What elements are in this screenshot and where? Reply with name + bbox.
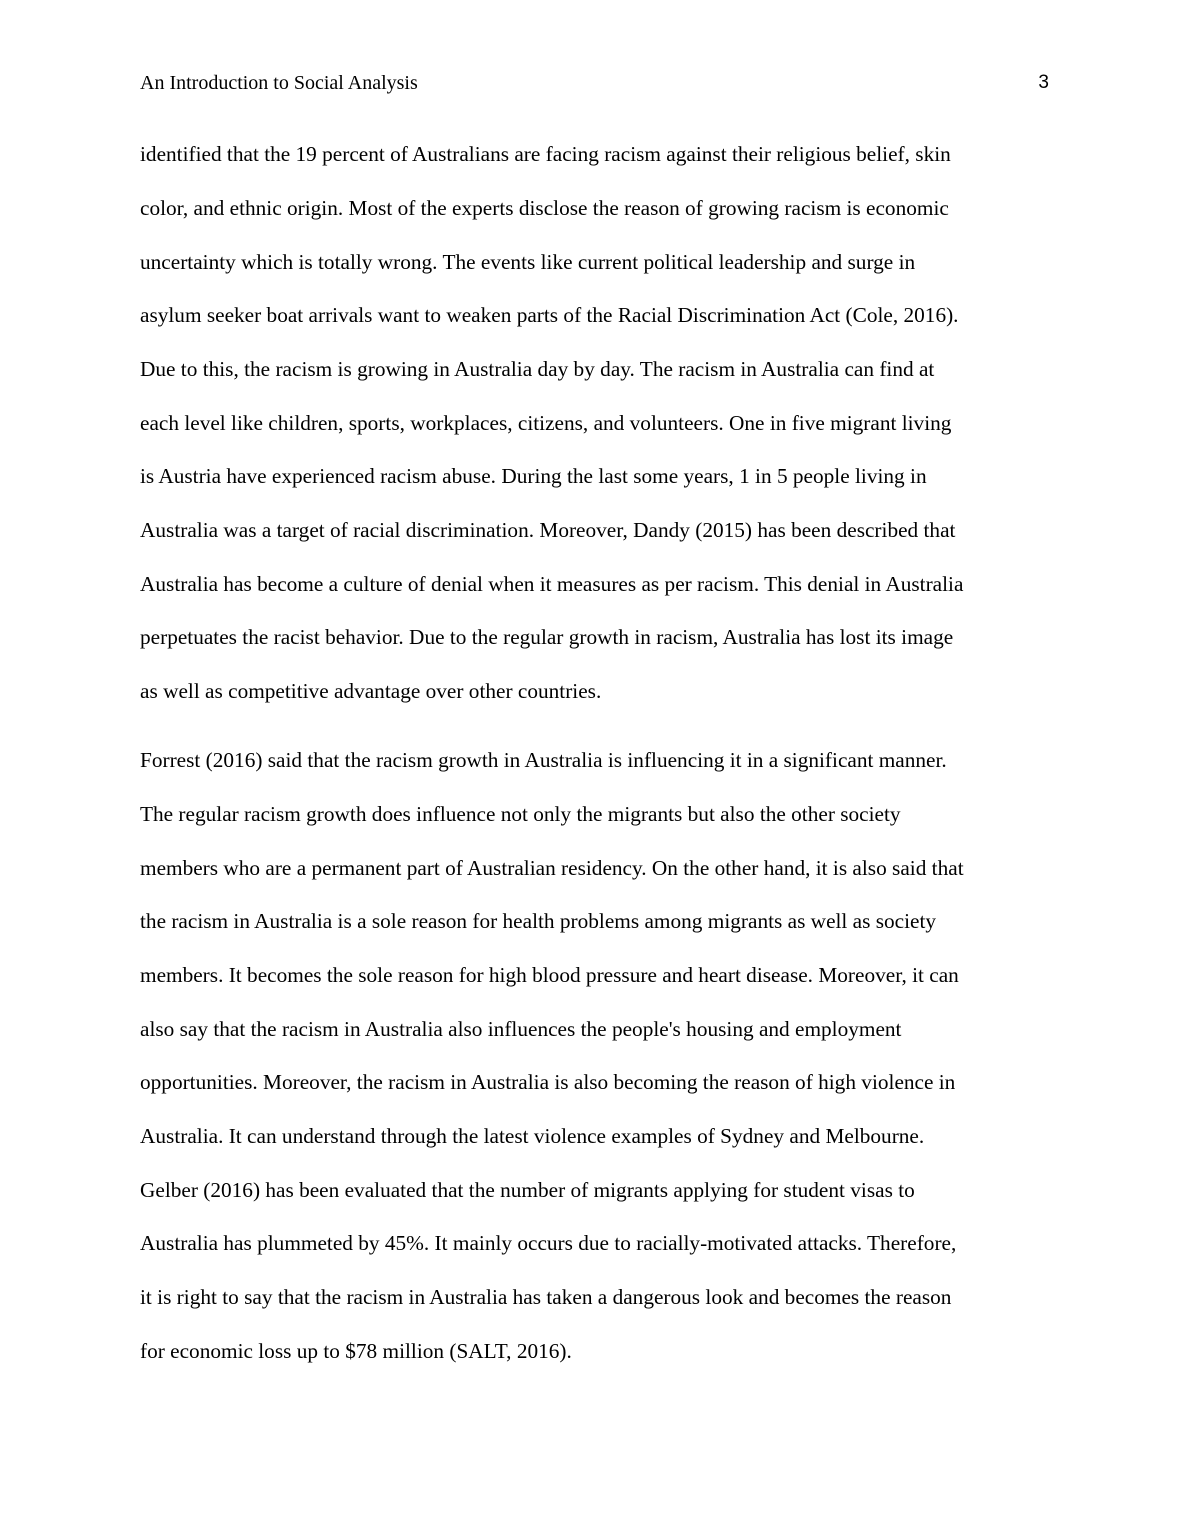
text-line: identified that the 19 percent of Australians are facing racism against their religious belief, skin — [140, 142, 951, 166]
text-line: Due to this, the racism is growing in Australia day by day. The racism in Australia can find at — [140, 357, 935, 381]
text-line: members who are a permanent part of Australian residency. On the other hand, it is also said that — [140, 856, 964, 880]
text-line: The regular racism growth does influence not only the migrants but also the other society — [140, 802, 901, 826]
text-line: it is right to say that the racism in Australia has taken a dangerous look and becomes the reason — [140, 1285, 952, 1309]
text-line: the racism in Australia is a sole reason for health problems among migrants as well as society — [140, 909, 937, 933]
text-line: Australia has plummeted by 45%. It mainly occurs due to racially-motivated attacks. Therefore, — [140, 1231, 957, 1255]
text-line: Australia. It can understand through the latest violence examples of Sydney and Melbourne. — [140, 1124, 925, 1148]
text-line: is Austria have experienced racism abuse. During the last some years, 1 in 5 people living in — [140, 464, 927, 488]
text-line: for economic loss up to $78 million (SALT, 2016). — [140, 1339, 572, 1363]
text-line: color, and ethnic origin. Most of the experts disclose the reason of growing racism is economic — [140, 196, 949, 220]
page-number: 3 — [1038, 72, 1049, 93]
text-line: Australia was a target of racial discrimination. Moreover, Dandy (2015) has been described that — [140, 518, 956, 542]
running-head: An Introduction to Social Analysis — [140, 72, 418, 94]
text-line: members. It becomes the sole reason for high blood pressure and heart disease. Moreover, it can — [140, 963, 959, 987]
text-line: each level like children, sports, workplaces, citizens, and volunteers. One in five migrant living — [140, 411, 952, 435]
text-line: uncertainty which is totally wrong. The events like current political leadership and surge in — [140, 250, 916, 274]
text-line: asylum seeker boat arrivals want to weaken parts of the Racial Discrimination Act (Cole, 2016). — [140, 303, 959, 327]
text-line: Australia has become a culture of denial when it measures as per racism. This denial in Australia — [140, 572, 964, 596]
text-line: as well as competitive advantage over other countries. — [140, 679, 602, 703]
text-line: Forrest (2016) said that the racism growth in Australia is influencing it in a significant manner. — [140, 748, 947, 772]
text-line: perpetuates the racist behavior. Due to the regular growth in racism, Australia has lost its image — [140, 625, 954, 649]
text-line: Gelber (2016) has been evaluated that the number of migrants applying for student visas to — [140, 1178, 915, 1202]
text-line: also say that the racism in Australia also influences the people's housing and employment — [140, 1017, 902, 1041]
text-line: opportunities. Moreover, the racism in Australia is also becoming the reason of high violence in — [140, 1070, 956, 1094]
